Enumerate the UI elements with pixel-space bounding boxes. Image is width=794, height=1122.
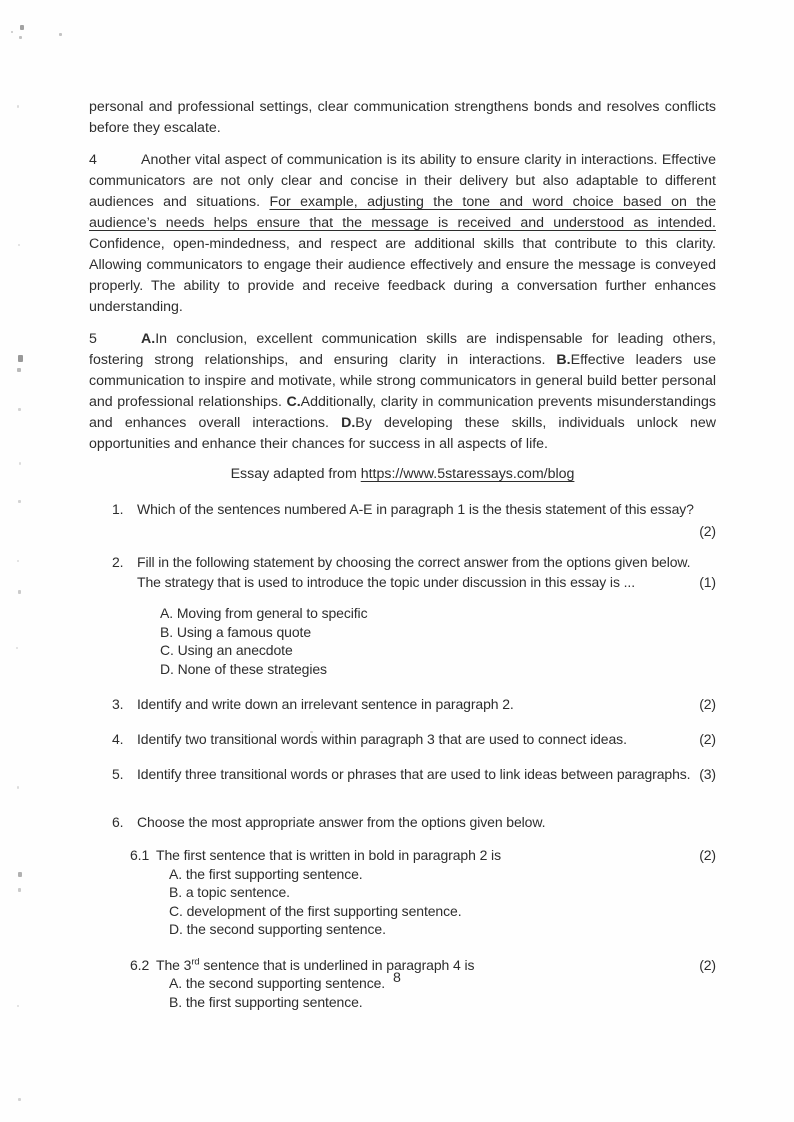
question-3-marks: (2): [699, 696, 716, 712]
paragraph-text: By developing these skills, individuals unlock new opportunities and enhance their chances for success in all aspects of life.: [89, 415, 716, 452]
question-2-options: [160, 604, 716, 678]
scan-artifact: [17, 560, 19, 562]
paragraph-number: 5: [89, 331, 97, 347]
question-1: [112, 499, 716, 519]
question-4: [112, 729, 716, 749]
question-text: Which of the sentences numbered A-E in paragraph 1 is the thesis statement of this essay?: [137, 501, 694, 517]
scan-artifact: [18, 888, 21, 892]
paragraph-5: [89, 329, 716, 455]
option-item: B. a topic sentence.: [169, 884, 290, 900]
question-text: Identify two transitional words within paragraph 3 that are used to connect ideas.: [137, 731, 627, 747]
question-2: [112, 552, 716, 592]
question-5-marks: (3): [699, 766, 716, 782]
scan-artifact: [19, 36, 22, 39]
scan-artifact: [18, 355, 23, 362]
scan-artifact: [18, 244, 20, 246]
question-1-marks: (2): [699, 523, 716, 539]
question-6: [112, 812, 716, 832]
question-list: [112, 499, 716, 1011]
source-prefix: Essay adapted from: [230, 466, 361, 482]
option-item: C. development of the first supporting sentence.: [169, 902, 462, 919]
question-text: The first sentence that is written in bold in paragraph 2 is: [156, 847, 501, 863]
scan-artifact: [11, 31, 13, 33]
page-number: 8: [393, 970, 401, 986]
question-5: [112, 764, 716, 784]
option-item: A. the second supporting sentence.: [169, 975, 386, 991]
question-text-line1: Fill in the following statement by choosing the correct answer from the options given below.: [137, 554, 691, 570]
question-3: [112, 694, 716, 714]
question-text: [137, 552, 716, 592]
scan-artifact: [19, 462, 21, 465]
question-number: 2.: [112, 554, 124, 570]
scan-artifact: [17, 1005, 19, 1007]
question-number: 6.: [112, 814, 124, 830]
question-number: 6.1: [130, 847, 150, 863]
question-number: 1.: [112, 501, 124, 517]
ordinal-superscript: rd: [191, 955, 200, 967]
scan-artifact: [20, 25, 24, 30]
scan-artifact: [18, 408, 21, 411]
question-text: The 3rd sentence that is underlined in paragraph 4 is: [156, 955, 475, 973]
question-text-row: [130, 846, 716, 865]
question-6-1-marks: (2): [699, 847, 716, 863]
paragraph-text: Additionally, clarity in communication prevents misunderstandings and enhances overall interactions.: [89, 394, 716, 431]
option-item: B. the first supporting sentence.: [169, 993, 363, 1010]
paragraph-text: Effective leaders use communication to inspire and motivate, while strong communicators in general build better personal and professional relationships.: [89, 352, 716, 410]
question-number: 6.2: [130, 956, 150, 973]
question-6-2-marks: (2): [699, 956, 716, 973]
page-content: [89, 97, 716, 1011]
scan-artifact: [17, 368, 21, 372]
question-number: 3.: [112, 696, 124, 712]
scan-artifact: [18, 500, 21, 503]
question-6-1-options: [169, 865, 716, 939]
option-item: D. the second supporting sentence.: [169, 921, 386, 937]
paragraph-text: In conclusion, excellent communication skills are indispensable for leading others, fostering strong relationships, and ensuring clarity in interactions.: [89, 331, 716, 368]
question-text: Identify three transitional words or phrases that are used to link ideas between paragraphs.: [137, 766, 691, 782]
question-4-marks: (2): [699, 731, 716, 747]
question-number: 4.: [112, 731, 124, 747]
option-item: A. Moving from general to specific: [160, 605, 368, 621]
paragraph-text: Confidence, open-mindedness, and respect are additional skills that contribute to this clarity. Allowing communicators to engage their audience effectively and ensure the message is conveyed properly. The ability to provide and receive feedback during a conversation further enhances understanding.: [89, 236, 716, 315]
question-6-1: [130, 846, 716, 939]
scan-artifact: [17, 786, 19, 789]
scan-artifact: [16, 647, 18, 649]
paragraph-3-continuation: [89, 97, 716, 139]
paragraph-4: [89, 150, 716, 318]
question-text: Choose the most appropriate answer from the options given below.: [137, 814, 546, 830]
scan-artifact: [18, 872, 22, 877]
scan-artifact: [59, 33, 62, 36]
question-number: 5.: [112, 766, 124, 782]
sentence-label-c: C.: [286, 394, 301, 410]
question-2-marks: (1): [699, 574, 716, 590]
option-item: D. None of these strategies: [160, 660, 327, 677]
option-item: B. Using a famous quote: [160, 623, 312, 640]
source-url-link[interactable]: https://www.5staressays.com/blog: [360, 466, 575, 482]
question-text: Identify and write down an irrelevant sentence in paragraph 2.: [137, 696, 514, 712]
option-item: A. the first supporting sentence.: [169, 865, 363, 882]
scan-artifact: [17, 105, 19, 108]
question-text-line2: The strategy that is used to introduce the topic under discussion in this essay is ...: [137, 574, 635, 590]
paragraph-text: Another vital aspect of communication is its ability to ensure clarity in interactions. Effective communicators are not only clear and concise in their delivery but also adaptable to different audiences and situations.: [89, 152, 716, 210]
sentence-label-a: A.: [141, 331, 156, 347]
sentence-label-d: D.: [341, 415, 356, 431]
underlined-sentence: For example, adjusting the tone and word choice based on the audience’s needs helps ensure that the message is received and understood as intended.: [89, 194, 716, 231]
sentence-label-b: B.: [556, 352, 571, 368]
scan-artifact: [18, 1098, 21, 1101]
option-item: C. Using an anecdote: [160, 642, 293, 658]
source-attribution: [89, 464, 716, 485]
paragraph-text: personal and professional settings, clear communication strengthens bonds and resolves conflicts before they escalate.: [89, 99, 716, 136]
scan-artifact: [18, 590, 21, 594]
paragraph-number: 4: [89, 152, 97, 168]
